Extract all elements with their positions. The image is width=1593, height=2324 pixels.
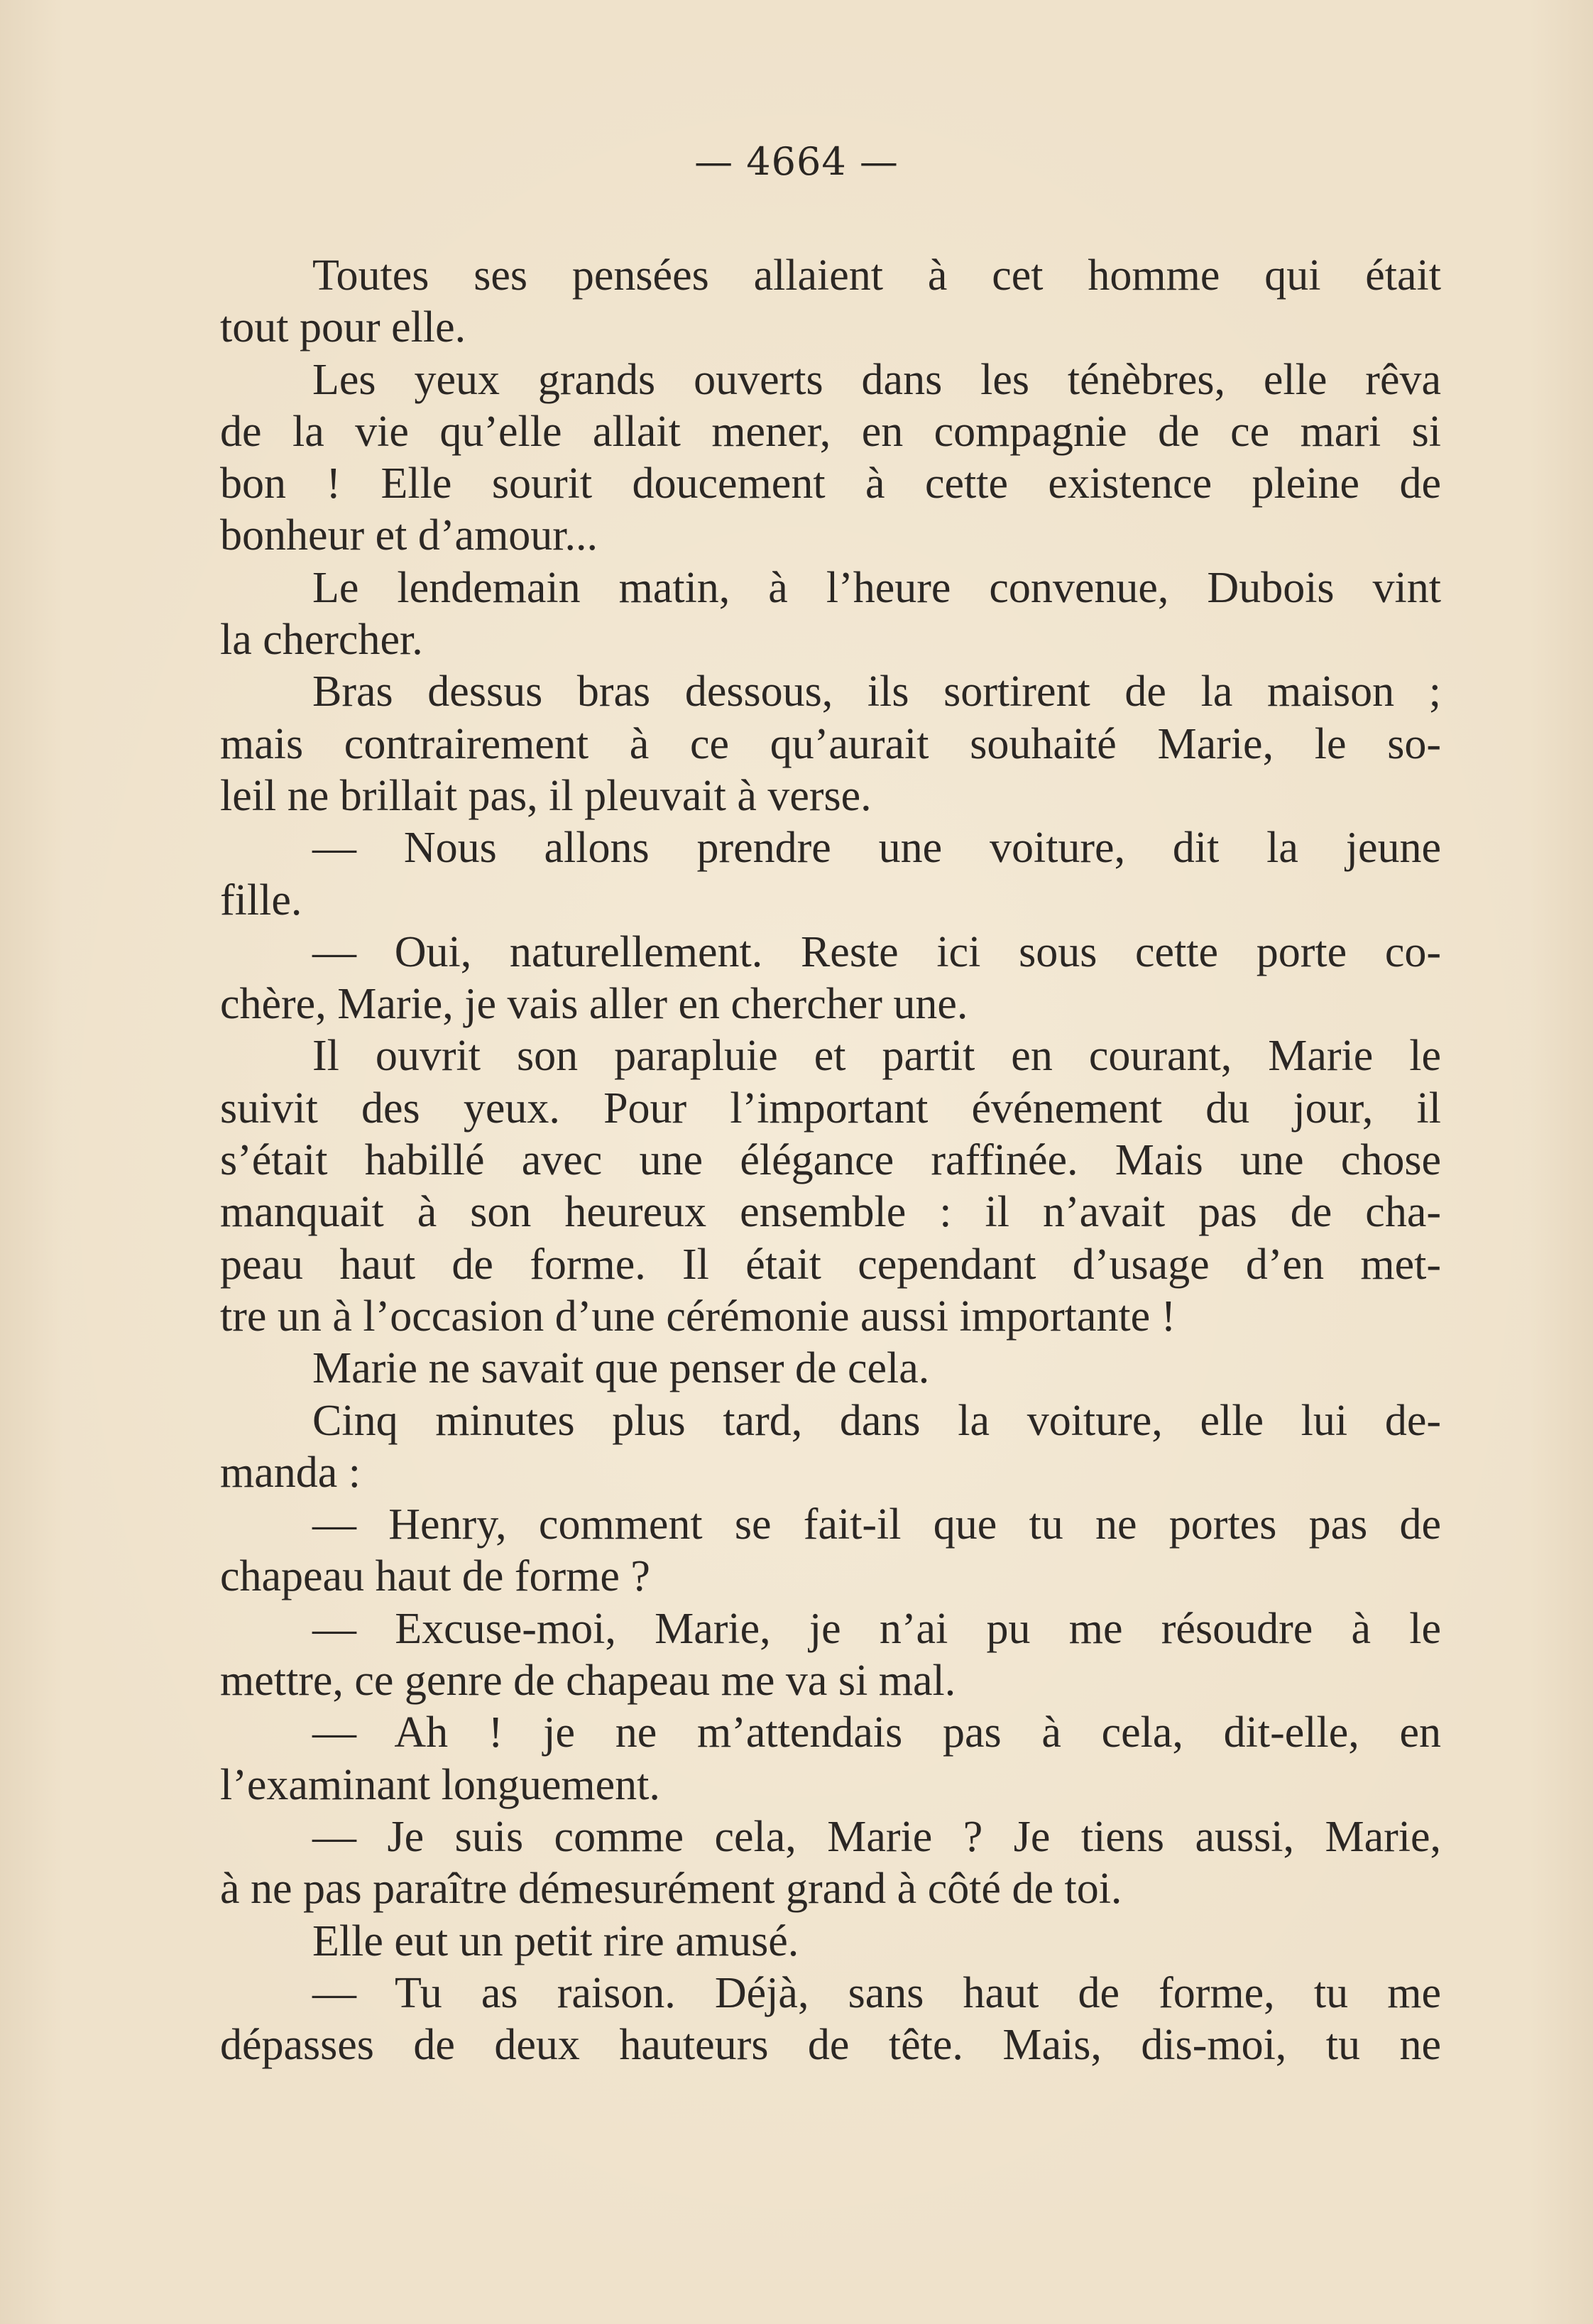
text-line: leil ne brillait pas, il pleuvait à verse. bbox=[220, 771, 872, 820]
text-line: — Nous allons prendre une voiture, dit la jeune bbox=[312, 824, 1441, 873]
text-line: mais contrairement à ce qu’aurait souhaité Marie, le so- bbox=[220, 719, 1441, 768]
text-line: — Je suis comme cela, Marie ? Je tiens aussi, Marie, bbox=[312, 1812, 1441, 1861]
text-line: manquait à son heureux ensemble : il n’avait pas de cha- bbox=[220, 1188, 1441, 1237]
text-line: tout pour elle. bbox=[220, 303, 466, 352]
text-line: — Excuse-moi, Marie, je n’ai pu me résoudre à le bbox=[312, 1604, 1441, 1653]
text-line: fille. bbox=[220, 875, 302, 924]
text-line: Le lendemain matin, à l’heure convenue, Dubois vint bbox=[312, 563, 1441, 612]
text-line: — Ah ! je ne m’attendais pas à cela, dit-elle, en bbox=[312, 1708, 1441, 1757]
text-line: Les yeux grands ouverts dans les ténèbres, elle rêva bbox=[312, 355, 1441, 404]
text-line: à ne pas paraître démesurément grand à côté de toi. bbox=[220, 1865, 1122, 1914]
text-line: manda : bbox=[220, 1448, 361, 1497]
text-line: s’était habillé avec une élégance raffinée. Mais une chose bbox=[220, 1136, 1441, 1185]
text-line: dépasses de deux hauteurs de tête. Mais, dis-moi, tu ne bbox=[220, 2021, 1441, 2070]
text-line: Bras dessus bras dessous, ils sortirent de la maison ; bbox=[312, 667, 1441, 716]
text-line: chère, Marie, je vais aller en chercher une. bbox=[220, 980, 968, 1029]
text-line: suivit des yeux. Pour l’important événement du jour, il bbox=[220, 1084, 1441, 1133]
text-line: — Oui, naturellement. Reste ici sous cette porte co- bbox=[312, 927, 1441, 976]
text-line: Toutes ses pensées allaient à cet homme qui était bbox=[312, 251, 1441, 300]
text-line: mettre, ce genre de chapeau me va si mal. bbox=[220, 1657, 956, 1706]
text-line: de la vie qu’elle allait mener, en compagnie de ce mari si bbox=[220, 407, 1441, 456]
text-line: — Tu as raison. Déjà, sans haut de forme, tu me bbox=[312, 1968, 1441, 2017]
text-line: Elle eut un petit rire amusé. bbox=[312, 1916, 799, 1965]
text-line: Marie ne savait que penser de cela. bbox=[312, 1344, 930, 1393]
text-line: tre un à l’occasion d’une cérémonie aussi importante ! bbox=[220, 1292, 1176, 1341]
text-line: peau haut de forme. Il était cependant d’usage d’en met- bbox=[220, 1240, 1441, 1289]
page-number: — 4664 — bbox=[694, 139, 899, 184]
text-line: Il ouvrit son parapluie et partit en courant, Marie le bbox=[312, 1032, 1441, 1081]
text-line: bon ! Elle sourit doucement à cette existence pleine de bbox=[220, 459, 1441, 508]
body-text bbox=[220, 250, 1441, 2071]
text-line: — Henry, comment se fait-il que tu ne portes pas de bbox=[312, 1500, 1441, 1549]
text-line: bonheur et d’amour... bbox=[220, 511, 598, 560]
text-line: chapeau haut de forme ? bbox=[220, 1552, 650, 1601]
text-line: Cinq minutes plus tard, dans la voiture, elle lui de- bbox=[312, 1396, 1441, 1445]
text-line: la chercher. bbox=[220, 616, 423, 665]
text-line: l’examinant longuement. bbox=[220, 1760, 660, 1809]
